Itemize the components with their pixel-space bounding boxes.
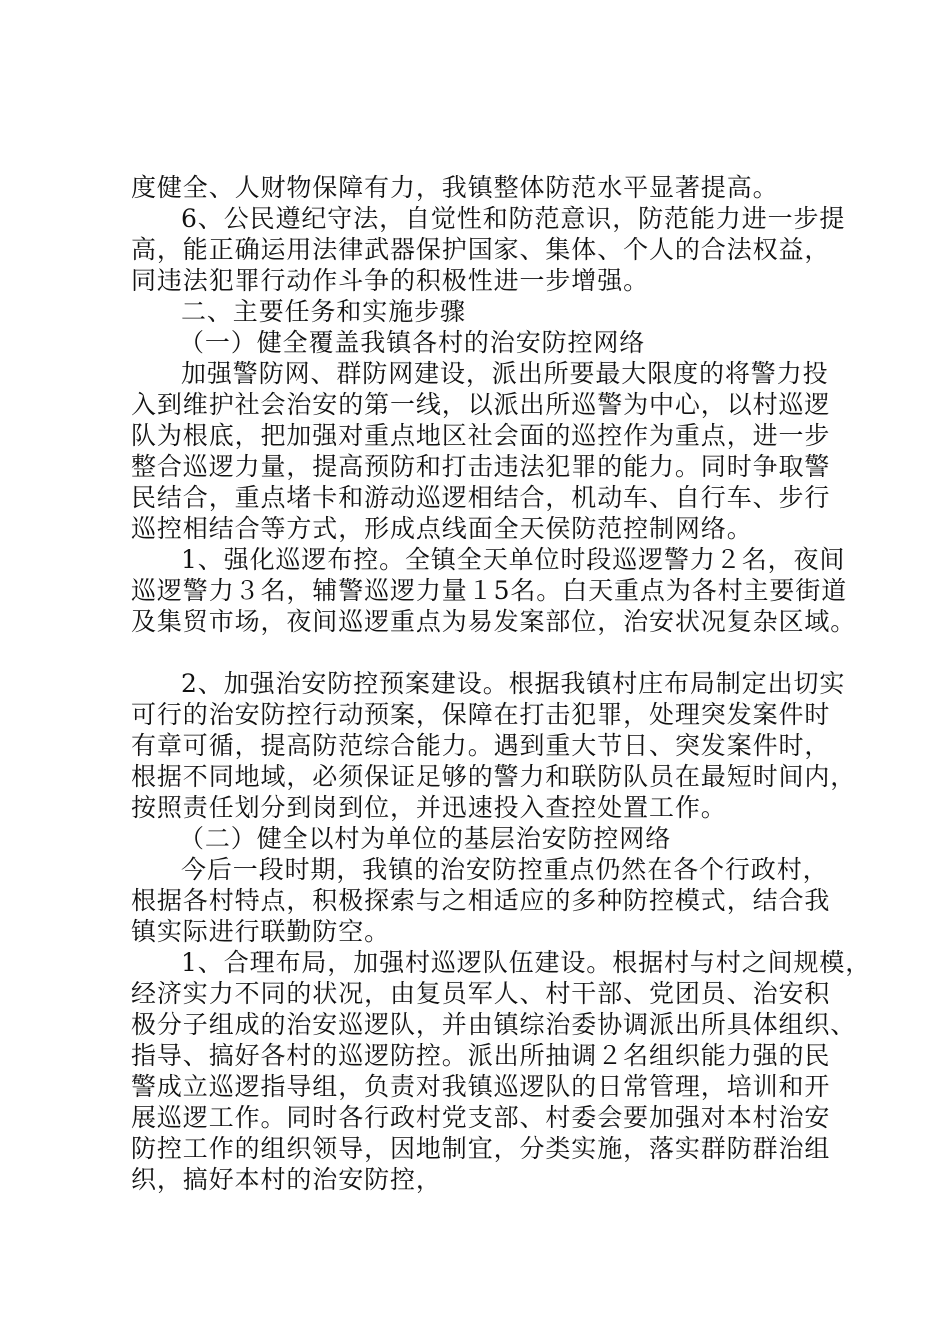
item-2-line: 2、加强治安防控预案建设。根据我镇村庄布局制定出切实 [181,669,846,698]
body-line: 队为根底，把加强对重点地区社会面的巡控作为重点，进一步 [131,421,831,450]
body-line: 巡逻警力３名，辅警巡逻力量１5名。白天重点为各村主要街道 [131,576,848,605]
section-heading: 二、主要任务和实施步骤 [181,297,466,326]
body-line: 入到维护社会治安的第一线，以派出所巡警为中心，以村巡逻 [131,390,831,419]
item-1-line: 1、合理布局，加强村巡逻队伍建设。根据村与村之间规模， [181,948,872,977]
body-line: 展巡逻工作。同时各行政村党支部、村委会要加强对本村治安 [131,1103,831,1132]
body-line: 巡控相结合等方式，形成点线面全天侯防范控制网络。 [131,514,753,543]
body-line: 指导、搞好各村的巡逻防控。派出所抽调２名组织能力强的民 [131,1041,831,1070]
body-line: 镇实际进行联勤防空。 [131,917,391,946]
body-line: 整合巡逻力量，提高预防和打击违法犯罪的能力。同时争取警 [131,452,831,481]
body-line: 织，搞好本村的治安防控， [131,1165,442,1194]
body-line: 高，能正确运用法律武器保护国家、集体、个人的合法权益， [131,235,831,264]
item-6-line: 6、公民遵纪守法，自觉性和防范意识，防范能力进一步提 [181,204,846,233]
body-line: 根据各村特点，积极探索与之相适应的多种防控模式，结合我 [131,886,831,915]
body-line: 根据不同地域，必须保证足够的警力和联防队员在最短时间内， [131,762,857,791]
body-line: 防控工作的组织领导，因地制宜，分类实施，落实群防群治组 [131,1134,831,1163]
body-line: 有章可循，提高防范综合能力。遇到重大节日、突发案件时， [131,731,831,760]
item-1-line: 1、强化巡逻布控。全镇全天单位时段巡逻警力２名，夜间 [181,545,846,574]
subsection-heading: （二）健全以村为单位的基层治安防控网络 [179,824,672,853]
paragraph-start-line: 今后一段时期，我镇的治安防控重点仍然在各个行政村， [181,855,829,884]
subsection-heading: （一）健全覆盖我镇各村的治安防控网络 [179,328,646,357]
body-line: 及集贸市场，夜间巡逻重点为易发案部位，治安状况复杂区域。 [131,607,857,636]
body-line: 警成立巡逻指导组，负责对我镇巡逻队的日常管理，培训和开 [131,1072,831,1101]
body-line: 民结合，重点堵卡和游动巡逻相结合，机动车、自行车、步行 [131,483,831,512]
body-line: 度健全、人财物保障有力，我镇整体防范水平显著提高。 [131,173,779,202]
paragraph-gap [131,637,836,668]
document-body [131,172,872,1195]
paragraph-start-line: 加强警防网、群防网建设，派出所要最大限度的将警力投 [181,359,829,388]
body-line: 按照责任划分到岗到位，并迅速投入查控处置工作。 [131,793,727,822]
body-line: 可行的治安防控行动预案，保障在打击犯罪，处理突发案件时 [131,700,831,729]
body-line: 同违法犯罪行动作斗争的积极性进一步增强。 [131,266,650,295]
body-line: 经济实力不同的状况，由复员军人、村干部、党团员、治安积 [131,979,831,1008]
body-line: 极分子组成的治安巡逻队，并由镇综治委协调派出所具体组织、 [131,1010,857,1039]
